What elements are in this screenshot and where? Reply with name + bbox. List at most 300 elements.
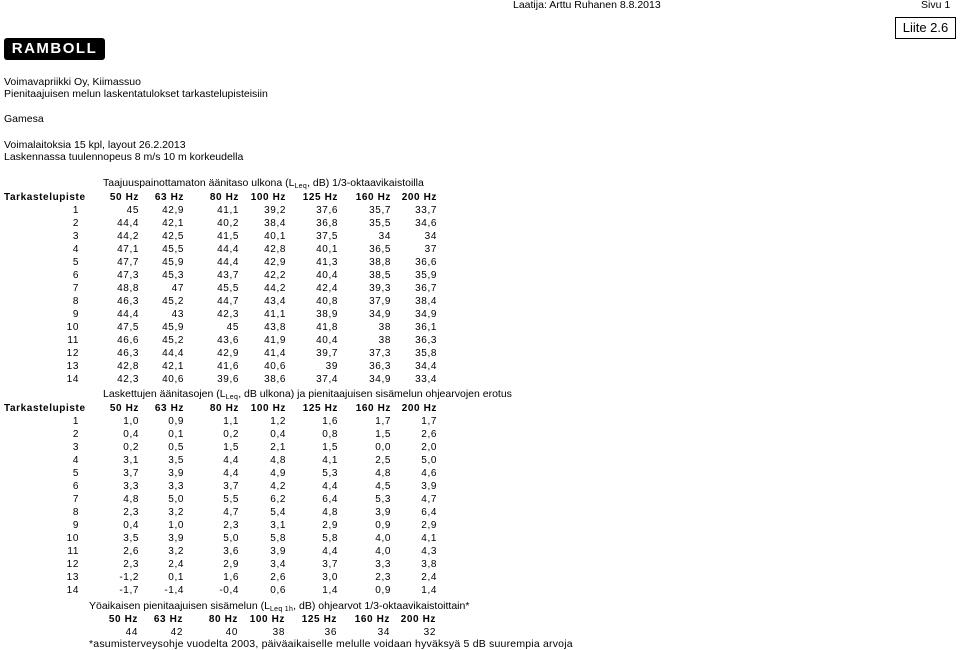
table-cell: 40,1 <box>316 244 338 255</box>
table-cell: 41,8 <box>316 322 338 333</box>
table-row <box>4 308 437 321</box>
table-row <box>4 519 437 532</box>
appendix-label: Liite 2.6 <box>895 17 956 39</box>
row-point-number: 10 <box>66 322 79 333</box>
table-cell: 4,0 <box>375 546 391 557</box>
table-cell: 36,7 <box>415 283 437 294</box>
table-cell: 44,7 <box>217 296 239 307</box>
table-row <box>4 571 437 584</box>
table-cell: 2,3 <box>123 559 139 570</box>
table-row <box>4 428 437 441</box>
table-row <box>4 415 437 428</box>
table-cell: 1,0 <box>168 520 184 531</box>
table-cell: 36,5 <box>369 244 391 255</box>
table-cell: 4,8 <box>270 455 286 466</box>
table-cell: 45 <box>226 322 239 333</box>
table-cell: 5,5 <box>223 494 239 505</box>
table-row <box>4 347 437 360</box>
row-point-number: 9 <box>72 309 79 320</box>
table-cell: 3,1 <box>270 520 286 531</box>
row-point-number: 5 <box>72 468 79 479</box>
column-header-frequency: 100 Hz <box>250 403 286 414</box>
table-cell: 42,8 <box>117 361 139 372</box>
page-number: Sivu 1 <box>921 0 951 11</box>
table-cell: 39,3 <box>369 283 391 294</box>
table3-caption: Yöaikaisen pienitaajuisen sisämelun ($L_{Leq 1h}$, dB) ohjearvot 1/3-oktaavikaistoittain* <box>89 600 470 613</box>
table-cell: 4,1 <box>421 533 437 544</box>
table-cell: 42,1 <box>162 218 184 229</box>
table-cell: 42 <box>170 627 183 638</box>
table-cell: 45 <box>126 205 139 216</box>
table-cell: 2,3 <box>375 572 391 583</box>
table-cell: 38,4 <box>415 296 437 307</box>
table-cell: 0,5 <box>168 442 184 453</box>
table-cell: 41,5 <box>217 231 239 242</box>
row-point-number: 4 <box>72 455 79 466</box>
table-cell: 0,4 <box>270 429 286 440</box>
table-cell: 1,7 <box>375 416 391 427</box>
table-cell: 3,7 <box>322 559 338 570</box>
table-cell: 45,5 <box>217 283 239 294</box>
row-point-number: 7 <box>72 494 79 505</box>
table-row <box>4 256 437 269</box>
table-cell: 1,7 <box>421 416 437 427</box>
table-cell: 3,4 <box>270 559 286 570</box>
table-cell: -0,4 <box>219 585 239 596</box>
table-cell: 39,6 <box>217 374 239 385</box>
table-cell: 2,9 <box>322 520 338 531</box>
table-cell: 4,0 <box>375 533 391 544</box>
table-cell: 2,6 <box>123 546 139 557</box>
row-point-number: 12 <box>66 348 79 359</box>
row-point-number: 1 <box>72 205 79 216</box>
row-point-number: 3 <box>72 231 79 242</box>
table-cell: 41,1 <box>217 205 239 216</box>
table-cell: 3,3 <box>123 481 139 492</box>
table-cell: 2,6 <box>421 429 437 440</box>
table-cell: 3,2 <box>168 507 184 518</box>
layout-line: Voimalaitoksia 15 kpl, layout 26.2.2013 <box>4 139 186 151</box>
table-cell: 34 <box>377 627 390 638</box>
table-row <box>4 321 437 334</box>
table-cell: 2,5 <box>375 455 391 466</box>
table-cell: 42,9 <box>162 205 184 216</box>
table-cell: 47,1 <box>117 244 139 255</box>
table-cell: 4,8 <box>322 507 338 518</box>
table-cell: 1,4 <box>322 585 338 596</box>
table-cell: 43,6 <box>217 335 239 346</box>
table-cell: 0,2 <box>223 429 239 440</box>
row-point-number: 11 <box>67 546 79 557</box>
column-header-frequency: 125 Hz <box>302 403 338 414</box>
table-cell: 34,9 <box>415 309 437 320</box>
table-cell: 5,0 <box>223 533 239 544</box>
table-cell: 40,4 <box>316 335 338 346</box>
table-cell: 1,5 <box>375 429 391 440</box>
row-point-number: 14 <box>66 374 79 385</box>
table-row <box>4 295 437 308</box>
table-row <box>4 506 437 519</box>
column-header-frequency: 63 Hz <box>153 614 183 625</box>
table-cell: 4,8 <box>375 468 391 479</box>
table-cell: 45,2 <box>162 335 184 346</box>
table-cell: 35,7 <box>369 205 391 216</box>
table-cell: 1,5 <box>223 442 239 453</box>
table-cell: 5,3 <box>375 494 391 505</box>
column-header-frequency: 80 Hz <box>209 192 239 203</box>
table-cell: 44,4 <box>217 257 239 268</box>
table-cell: 45,9 <box>162 322 184 333</box>
table-cell: 36,1 <box>415 322 437 333</box>
table-cell: 43,8 <box>264 322 286 333</box>
row-point-number: 14 <box>66 585 79 596</box>
table-cell: 43 <box>171 309 184 320</box>
table-cell: 3,5 <box>168 455 184 466</box>
table-cell: 0,2 <box>123 442 139 453</box>
table-cell: 35,8 <box>415 348 437 359</box>
table-cell: 32 <box>423 627 436 638</box>
description-line: Pienitaajuisen melun laskentatulokset tarkastelupisteisiin <box>4 88 268 100</box>
table-cell: 44,2 <box>117 231 139 242</box>
table-row <box>4 454 437 467</box>
column-header-frequency: 100 Hz <box>250 192 286 203</box>
table-cell: 42,9 <box>264 257 286 268</box>
table-cell: 42,8 <box>264 244 286 255</box>
table-cell: 2,9 <box>223 559 239 570</box>
table-cell: 37,5 <box>316 231 338 242</box>
row-point-number: 6 <box>72 270 79 281</box>
table1-levels <box>4 191 437 386</box>
table-cell: 2,3 <box>123 507 139 518</box>
table-cell: 3,7 <box>123 468 139 479</box>
column-header-frequency: 125 Hz <box>302 192 338 203</box>
table-cell: 35,5 <box>369 218 391 229</box>
table-cell: 3,9 <box>421 481 437 492</box>
column-header-frequency: 160 Hz <box>355 192 391 203</box>
table-cell: 3,6 <box>223 546 239 557</box>
table-row <box>4 558 437 571</box>
table-cell: 0,9 <box>168 416 184 427</box>
table-cell: 37 <box>424 244 437 255</box>
table-cell: 2,4 <box>168 559 184 570</box>
table-row <box>4 493 437 506</box>
table-cell: 38 <box>378 335 391 346</box>
table-cell: 3,8 <box>421 559 437 570</box>
table-cell: 0,9 <box>375 520 391 531</box>
ramboll-logo: RAMBOLL <box>4 38 105 60</box>
column-header-point: Tarkastelupiste <box>4 192 86 203</box>
column-header-frequency: 50 Hz <box>109 192 139 203</box>
table-row <box>4 441 437 454</box>
table3-guidelines <box>90 613 436 639</box>
column-header-frequency: 200 Hz <box>400 614 436 625</box>
table-cell: 40 <box>225 627 238 638</box>
table2-differences <box>4 402 437 597</box>
table-cell: 36,3 <box>369 361 391 372</box>
table-cell: 4,4 <box>223 455 239 466</box>
table-cell: 38,9 <box>316 309 338 320</box>
table-cell: 47,7 <box>117 257 139 268</box>
table-cell: 40,2 <box>217 218 239 229</box>
row-point-number: 2 <box>72 429 79 440</box>
row-point-number: 6 <box>72 481 79 492</box>
table-cell: 46,3 <box>117 348 139 359</box>
table-cell: 4,4 <box>322 546 338 557</box>
column-header-frequency: 63 Hz <box>154 403 184 414</box>
table-cell: 44 <box>125 627 138 638</box>
table-cell: 37,3 <box>369 348 391 359</box>
table-row <box>4 480 437 493</box>
table-cell: 0,4 <box>123 429 139 440</box>
table-cell: 4,8 <box>123 494 139 505</box>
column-header-point: Tarkastelupiste <box>4 403 86 414</box>
table-cell: 35,9 <box>415 270 437 281</box>
table-cell: 41,9 <box>264 335 286 346</box>
column-header-frequency: 160 Hz <box>354 614 390 625</box>
table-cell: 39,2 <box>264 205 286 216</box>
table-cell: 34,4 <box>415 361 437 372</box>
table-row <box>4 334 437 347</box>
table-cell: 2,3 <box>223 520 239 531</box>
table-cell: 38,8 <box>369 257 391 268</box>
table-cell: 34,6 <box>415 218 437 229</box>
table-row <box>4 532 437 545</box>
table-cell: 2,6 <box>270 572 286 583</box>
author-line: Laatija: Arttu Ruhanen 8.8.2013 <box>513 0 661 11</box>
column-header-frequency: 50 Hz <box>109 403 139 414</box>
table-cell: 5,4 <box>270 507 286 518</box>
header-row <box>4 402 437 415</box>
table-cell: 45,5 <box>162 244 184 255</box>
table-cell: 38 <box>272 627 285 638</box>
table-row <box>4 204 437 217</box>
table-cell: 36,6 <box>415 257 437 268</box>
table-cell: 4,7 <box>223 507 239 518</box>
table-cell: 6,4 <box>322 494 338 505</box>
company-line: Voimavapriikki Oy, Kiimassuo <box>4 76 141 88</box>
table-cell: 6,2 <box>270 494 286 505</box>
table-cell: 36,3 <box>415 335 437 346</box>
table-cell: 45,9 <box>162 257 184 268</box>
table-cell: 44,2 <box>264 283 286 294</box>
table-cell: -1,2 <box>119 572 139 583</box>
table-cell: 1,6 <box>322 416 338 427</box>
column-header-frequency: 50 Hz <box>108 614 138 625</box>
table-cell: 34 <box>424 231 437 242</box>
wind-line: Laskennassa tuulennopeus 8 m/s 10 m korkeudella <box>4 151 244 163</box>
table-cell: 3,0 <box>322 572 338 583</box>
table-cell: 42,3 <box>217 309 239 320</box>
table-row <box>4 230 437 243</box>
column-header-frequency: 80 Hz <box>208 614 238 625</box>
table2-caption: Laskettujen äänitasojen ($L_{Leq}$, dB ulkona) ja pienitaajuisen sisämelun ohjearvojen erotus <box>103 388 512 401</box>
table-row <box>4 373 437 386</box>
table-row <box>4 545 437 558</box>
table-cell: 40,6 <box>264 361 286 372</box>
table-cell: 38,6 <box>264 374 286 385</box>
table-cell: 3,3 <box>375 559 391 570</box>
table-cell: 38 <box>378 322 391 333</box>
table-row <box>4 360 437 373</box>
table-cell: 0,1 <box>168 429 184 440</box>
table-cell: 44,4 <box>117 218 139 229</box>
table-cell: 3,9 <box>168 468 184 479</box>
row-point-number: 12 <box>66 559 79 570</box>
table-cell: 4,4 <box>322 481 338 492</box>
table-cell: 37,6 <box>316 205 338 216</box>
table-cell: 1,5 <box>322 442 338 453</box>
row-point-number: 4 <box>72 244 79 255</box>
column-header-frequency: 160 Hz <box>355 403 391 414</box>
table-cell: 2,1 <box>270 442 286 453</box>
table-cell: 4,2 <box>270 481 286 492</box>
table-cell: 3,9 <box>375 507 391 518</box>
table-cell: 42,9 <box>217 348 239 359</box>
table-cell: 37,4 <box>316 374 338 385</box>
table-cell: 43,4 <box>264 296 286 307</box>
row-point-number: 10 <box>66 533 79 544</box>
table-cell: 1,2 <box>270 416 286 427</box>
row-point-number: 11 <box>67 335 79 346</box>
table-cell: 47,5 <box>117 322 139 333</box>
table-cell: 3,5 <box>123 533 139 544</box>
table-cell: 5,3 <box>322 468 338 479</box>
table-cell: 48,8 <box>117 283 139 294</box>
table-cell: 37,9 <box>369 296 391 307</box>
row-point-number: 1 <box>72 416 79 427</box>
table-cell: 4,1 <box>322 455 338 466</box>
table-cell: 34,9 <box>369 309 391 320</box>
table-cell: 3,3 <box>168 481 184 492</box>
table-cell: 40,1 <box>264 231 286 242</box>
table-row <box>4 269 437 282</box>
table-cell: 0,9 <box>375 585 391 596</box>
table-cell: 3,9 <box>168 533 184 544</box>
table-cell: 44,4 <box>162 348 184 359</box>
column-header-frequency: 200 Hz <box>401 192 437 203</box>
table-cell: 0,4 <box>123 520 139 531</box>
table-cell: 2,0 <box>421 442 437 453</box>
table-cell: 46,3 <box>117 296 139 307</box>
table-cell: 0,1 <box>168 572 184 583</box>
table-cell: 4,4 <box>223 468 239 479</box>
table-cell: 6,4 <box>421 507 437 518</box>
row-point-number: 3 <box>72 442 79 453</box>
table-cell: 36 <box>324 627 337 638</box>
table-cell: 36,8 <box>316 218 338 229</box>
table-row <box>4 217 437 230</box>
table-cell: 1,1 <box>223 416 239 427</box>
row-point-number: 8 <box>72 507 79 518</box>
row-point-number: 13 <box>66 361 79 372</box>
table-cell: 0,0 <box>375 442 391 453</box>
table-cell: 40,6 <box>162 374 184 385</box>
table-cell: 38,5 <box>369 270 391 281</box>
table-cell: 1,0 <box>123 416 139 427</box>
table-cell: 42,1 <box>162 361 184 372</box>
table-row <box>4 584 437 597</box>
header-row <box>4 191 437 204</box>
table-cell: 40,4 <box>316 270 338 281</box>
table-cell: 3,1 <box>123 455 139 466</box>
header-row <box>90 613 436 626</box>
table-cell: 38,4 <box>264 218 286 229</box>
table-cell: 34,9 <box>369 374 391 385</box>
table-cell: 3,7 <box>223 481 239 492</box>
table-cell: 5,0 <box>168 494 184 505</box>
table-cell: 47 <box>171 283 184 294</box>
table-cell: 39 <box>325 361 338 372</box>
table-cell: 5,8 <box>322 533 338 544</box>
table-cell: 44,4 <box>217 244 239 255</box>
table-cell: 5,0 <box>421 455 437 466</box>
table-cell: -1,4 <box>164 585 184 596</box>
table1-caption: Taajuuspainottamaton äänitaso ulkona ($L_{Leq}$, dB) 1/3-oktaavikaistoilla <box>103 177 424 190</box>
column-header-frequency: 100 Hz <box>249 614 285 625</box>
column-header-frequency: 200 Hz <box>401 403 437 414</box>
footnote: *asumisterveysohje vuodelta 2003, päiväaikaiselle melulle voidaan hyväksyä 5 dB suurempia arvoja <box>89 638 573 650</box>
table-cell: 33,4 <box>415 374 437 385</box>
table-cell: -1,7 <box>119 585 139 596</box>
table-cell: 34 <box>378 231 391 242</box>
table-cell: 41,6 <box>217 361 239 372</box>
column-header-frequency: 63 Hz <box>154 192 184 203</box>
table-cell: 4,5 <box>375 481 391 492</box>
table-cell: 41,3 <box>316 257 338 268</box>
table-cell: 42,4 <box>316 283 338 294</box>
table-cell: 4,7 <box>421 494 437 505</box>
table-cell: 41,1 <box>264 309 286 320</box>
row-point-number: 9 <box>72 520 79 531</box>
table-cell: 1,4 <box>421 585 437 596</box>
table-cell: 4,9 <box>270 468 286 479</box>
table-cell: 0,6 <box>270 585 286 596</box>
column-header-frequency: 125 Hz <box>301 614 337 625</box>
table-cell: 47,3 <box>117 270 139 281</box>
table-cell: 46,6 <box>117 335 139 346</box>
row-point-number: 8 <box>72 296 79 307</box>
table-row <box>4 467 437 480</box>
table-cell: 4,3 <box>421 546 437 557</box>
table-cell: 0,8 <box>322 429 338 440</box>
table-cell: 4,6 <box>421 468 437 479</box>
row-point-number: 2 <box>72 218 79 229</box>
table-cell: 33,7 <box>415 205 437 216</box>
row-point-number: 13 <box>66 572 79 583</box>
table-cell: 39,7 <box>316 348 338 359</box>
table-cell: 3,9 <box>270 546 286 557</box>
table-cell: 2,4 <box>421 572 437 583</box>
row-point-number: 7 <box>72 283 79 294</box>
table-cell: 44,4 <box>117 309 139 320</box>
table-row <box>4 282 437 295</box>
table-cell: 42,5 <box>162 231 184 242</box>
table-row <box>4 243 437 256</box>
table-cell: 1,6 <box>223 572 239 583</box>
table-cell: 5,8 <box>270 533 286 544</box>
table-cell: 43,7 <box>217 270 239 281</box>
column-header-frequency: 80 Hz <box>209 403 239 414</box>
manufacturer-line: Gamesa <box>4 113 44 125</box>
table-cell: 45,2 <box>162 296 184 307</box>
table-cell: 42,2 <box>264 270 286 281</box>
table-cell: 2,9 <box>421 520 437 531</box>
table-cell: 3,2 <box>168 546 184 557</box>
table-cell: 45,3 <box>162 270 184 281</box>
row-point-number: 5 <box>72 257 79 268</box>
table-cell: 40,8 <box>316 296 338 307</box>
table-cell: 42,3 <box>117 374 139 385</box>
